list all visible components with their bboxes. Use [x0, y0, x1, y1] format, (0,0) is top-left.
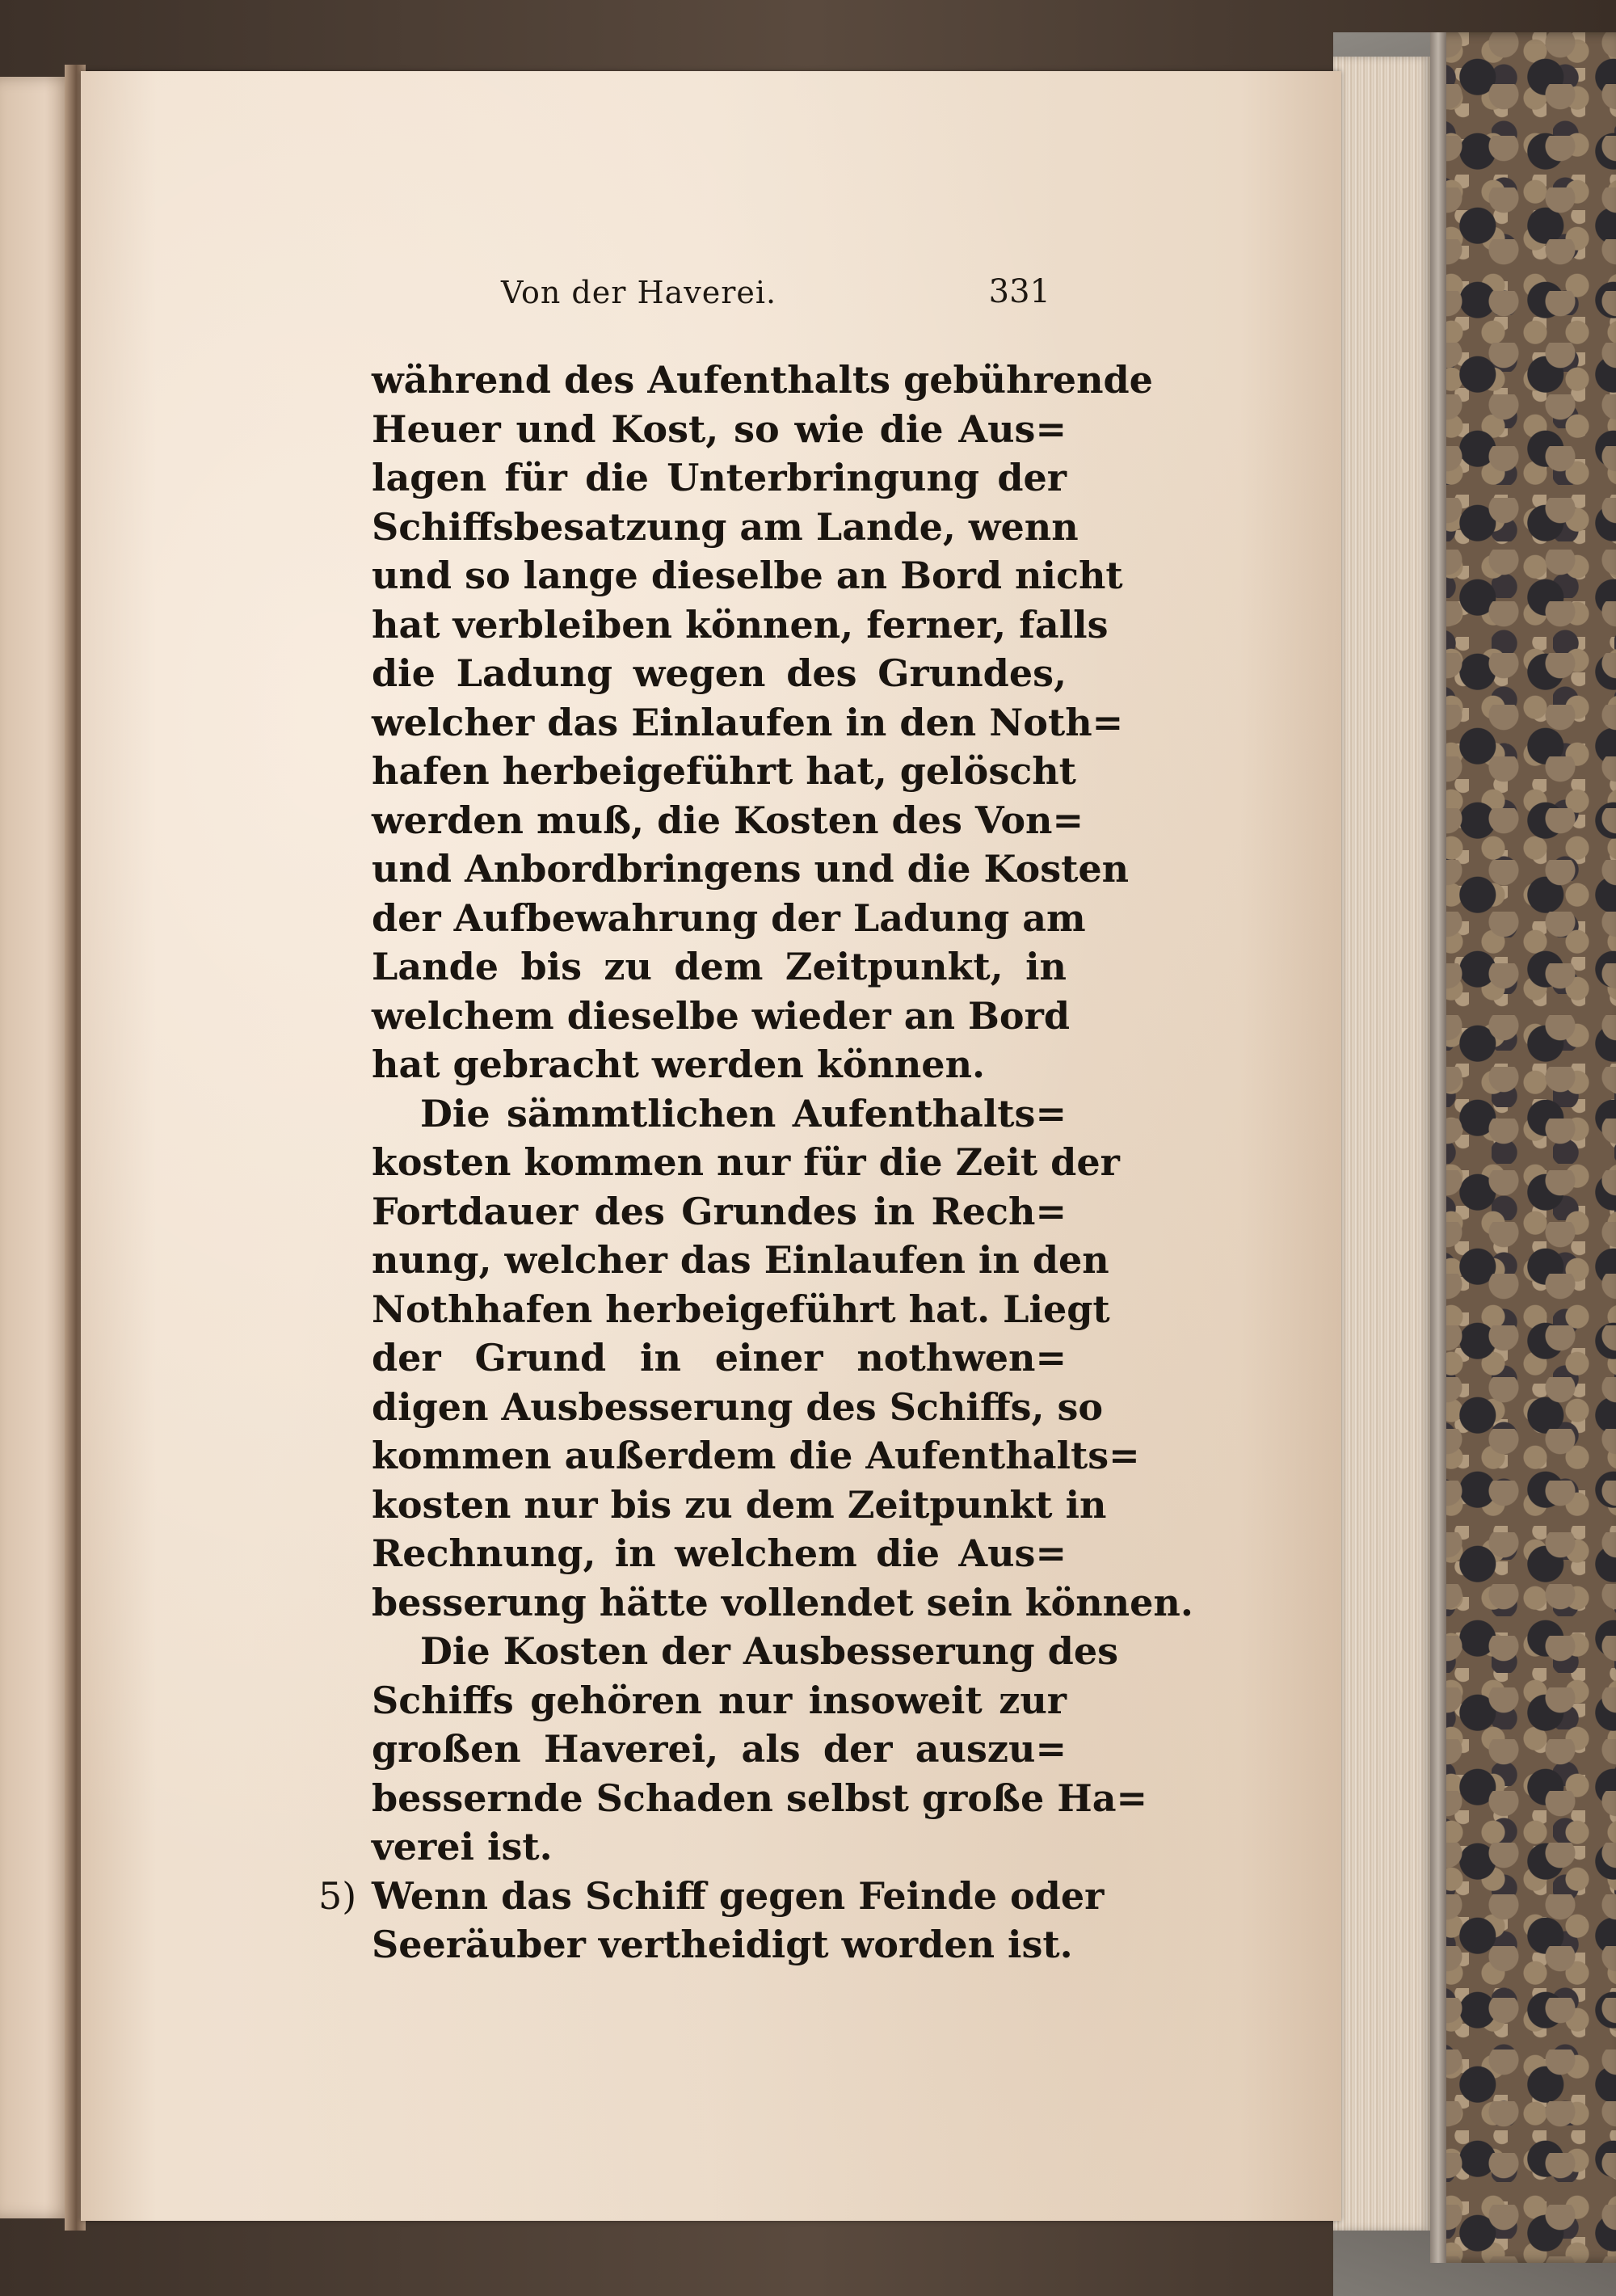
text-line: kosten nur bis zu dem Zeitpunkt in	[372, 1482, 1107, 1527]
text-line: nung, welcher das Einlaufen in den	[372, 1238, 1109, 1282]
text-line: hat gebracht werden können.	[372, 1043, 986, 1086]
text-line: Die Kosten der Ausbesserung des	[420, 1629, 1119, 1673]
text-line: während des Aufenthalts gebührende	[372, 358, 1153, 402]
text-line: Fortdauer des Grundes in Rech=	[372, 1189, 1067, 1233]
running-title: Von der Haverei.	[501, 275, 777, 310]
text-line: kommen außerdem die Aufenthalts=	[372, 1434, 1140, 1477]
text-line: bessernde Schaden selbst große Ha=	[372, 1776, 1148, 1820]
text-line: Schiffsbesatzung am Lande, wenn	[372, 504, 1079, 549]
text-line: die Ladung wegen des Grundes,	[372, 651, 1067, 695]
text-line: Heuer und Kost, so wie die Aus=	[372, 407, 1067, 451]
page-edges-stack	[1333, 57, 1430, 2231]
page-header	[501, 275, 1050, 323]
text-line: welchem dieselbe wieder an Bord	[372, 993, 1070, 1038]
text-line: kosten kommen nur für die Zeit der	[372, 1140, 1120, 1184]
text-line: Lande bis zu dem Zeitpunkt, in	[372, 945, 1067, 988]
text-line: der Aufbewahrung der Ladung am	[372, 895, 1086, 940]
text-line: digen Ausbesserung des Schiffs, so	[372, 1384, 1104, 1429]
text-line: großen Haverei, als der auszu=	[372, 1727, 1067, 1771]
text-line: werden muß, die Kosten des Von=	[372, 798, 1084, 842]
text-line: der Grund in einer nothwen=	[372, 1336, 1067, 1380]
text-line: Rechnung, in welchem die Aus=	[372, 1531, 1067, 1575]
list-item	[318, 1872, 1105, 1970]
text-line: hafen herbeigeführt hat, gelöscht	[372, 749, 1076, 793]
text-line: Seeräuber vertheidigt worden ist.	[372, 1923, 1073, 1966]
text-line: Die sämmtlichen Aufenthalts=	[420, 1091, 1067, 1135]
text-line: Wenn das Schiff gegen Feinde oder	[372, 1873, 1105, 1918]
text-line: welcher das Einlaufen in den Noth=	[372, 700, 1124, 744]
text-line: Schiffs gehören nur insoweit zur	[372, 1678, 1067, 1722]
text-line: lagen für die Unterbringung der	[372, 456, 1067, 499]
text-line: hat verbleiben können, ferner, falls	[372, 602, 1109, 647]
item-number: 5)	[318, 1873, 357, 1918]
facing-page-edge	[0, 77, 74, 2218]
text-line: und so lange dieselbe an Bord nicht	[372, 554, 1123, 597]
body-text	[318, 356, 1193, 1970]
marbled-cover	[1430, 32, 1616, 2263]
cover-spine	[1430, 32, 1446, 2263]
text-line: besserung hätte vollendet sein können.	[372, 1580, 1193, 1624]
text-line: Nothhafen herbeigeführt hat. Liegt	[372, 1287, 1110, 1331]
text-line: verei ist.	[372, 1825, 553, 1868]
page-number: 331	[988, 273, 1050, 310]
text-line: und Anbordbringens und die Kosten	[372, 847, 1130, 891]
